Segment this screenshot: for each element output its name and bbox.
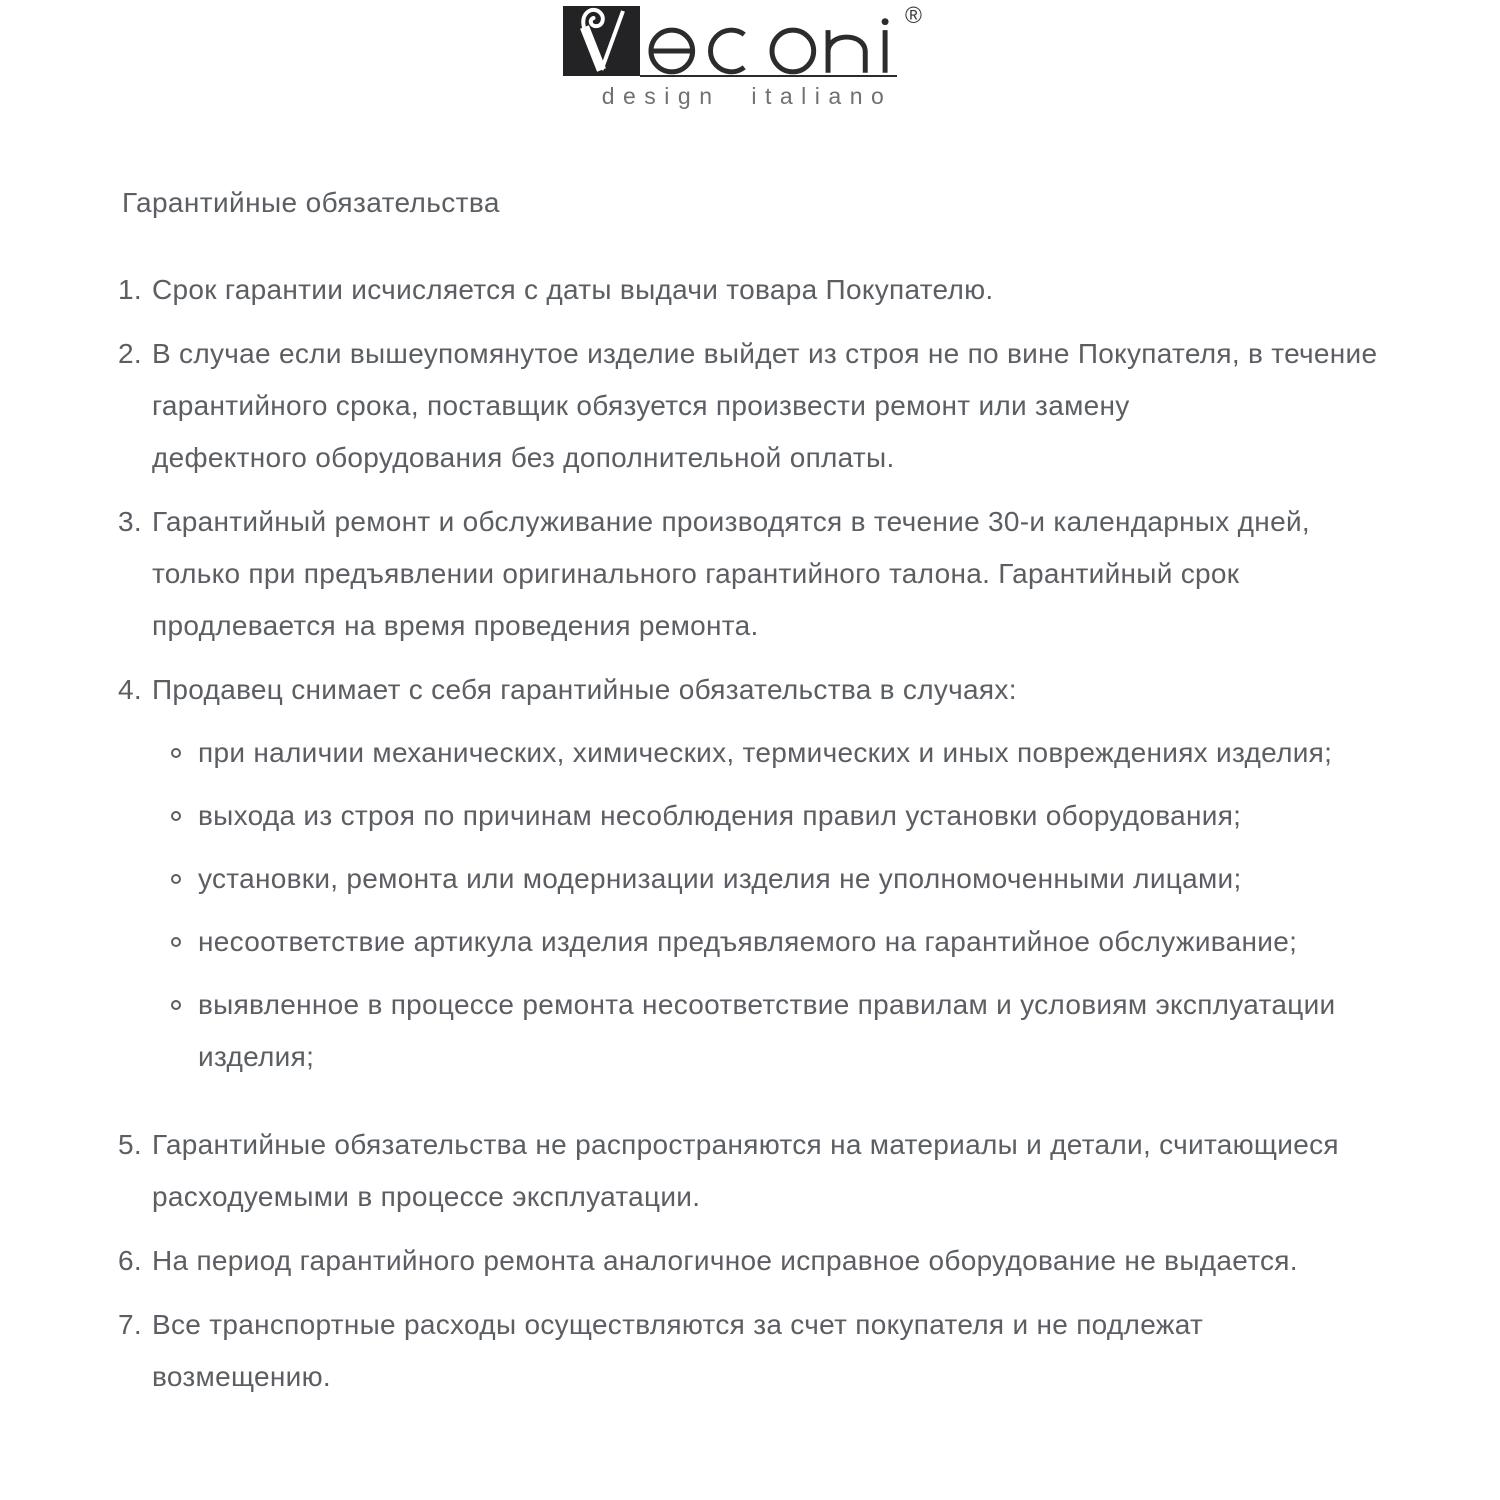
list-item-number: 1. xyxy=(118,274,142,305)
bullet-text: выявленное в процессе ремонта несоответствие правилам и условиям эксплуатации изделия; xyxy=(198,989,1336,1072)
circle-bullet-icon xyxy=(171,937,181,947)
bullet-item xyxy=(152,790,1335,842)
list-item-number: 3. xyxy=(118,506,142,537)
logo-tagline: design italiano xyxy=(601,83,893,109)
list-item-text: Срок гарантии исчисляется с даты выдачи товара Покупателю. xyxy=(152,274,994,305)
circle-bullet-icon xyxy=(171,1000,181,1010)
circle-bullet-icon xyxy=(171,874,181,884)
list-item xyxy=(118,1119,1377,1223)
list-item-number: 6. xyxy=(118,1245,142,1276)
list-item-number: 2. xyxy=(118,338,142,369)
logo-v-icon xyxy=(563,6,640,76)
logo-v-square xyxy=(563,6,640,76)
bullet-text: несоответствие артикула изделия предъявляемого на гарантийное обслуживание; xyxy=(198,926,1298,957)
bullet-item xyxy=(152,979,1335,1083)
bullet-text: выхода из строя по причинам несоблюдения правил установки оборудования; xyxy=(198,800,1242,831)
list-item xyxy=(118,328,1378,484)
list-item-number: 5. xyxy=(118,1129,142,1160)
circle-bullet-icon xyxy=(171,811,181,821)
list-item-text: Гарантийный ремонт и обслуживание производятся в течение 30-и календарных дней, только при предъявлении оригинального гарантийного талона. Гарантийный срок продлевается на время проведения ремонта. xyxy=(152,506,1310,641)
bullet-item xyxy=(152,916,1335,968)
logo-underline xyxy=(640,75,897,77)
list-item-number: 7. xyxy=(118,1309,142,1340)
registered-trademark-icon: ® xyxy=(905,2,922,28)
list-item-text: На период гарантийного ремонта аналогичное исправное оборудование не выдается. xyxy=(152,1245,1298,1276)
bullet-item xyxy=(152,727,1335,779)
list-item xyxy=(118,264,1377,316)
warranty-list xyxy=(118,264,1378,1403)
list-item-text: В случае если вышеупомянутое изделие выйдет из строя не по вине Покупателя, в течение гарантийного срока, поставщик обязуется произвести ремонт или замену дефектного оборудования без дополнительной оплаты. xyxy=(152,338,1378,473)
list-item-text: Продавец снимает с себя гарантийные обязательства в случаях: при наличии механических, химических, термических и иных повреждениях изделия; выхода из строя по причинам несоблюдения правил установки оборудования; установки, ремонта или модернизации изделия не уполномоченными лицами; несоответствие артикула изделия предъявляемого на гарантийное обслуживание; выявленное в процессе ремонта несоответствие правилам и условиям эксплуатации изделия; xyxy=(142,664,1335,1083)
veconi-logo xyxy=(561,2,933,116)
list-item-text: Все транспортные расходы осуществляются за счет покупателя и не подлежат возмещению. xyxy=(152,1309,1204,1392)
list-item xyxy=(118,496,1377,652)
warranty-content xyxy=(118,186,1378,1403)
page-title: Гарантийные обязательства xyxy=(122,187,500,218)
bullet-text: при наличии механических, химических, термических и иных повреждениях изделия; xyxy=(198,737,1333,768)
list-item xyxy=(118,1299,1377,1403)
logo-wordmark xyxy=(647,18,897,76)
list-item xyxy=(118,1235,1377,1287)
circle-bullet-icon xyxy=(171,748,181,758)
bullet-text: установки, ремонта или модернизации изделия не уполномоченными лицами; xyxy=(198,863,1242,894)
bullet-list xyxy=(152,727,1335,1083)
list-item-text: Гарантийные обязательства не распространяются на материалы и детали, считающиеся расходуемыми в процессе эксплуатации. xyxy=(152,1129,1339,1212)
bullet-item xyxy=(152,853,1335,905)
list-item-number: 4. xyxy=(118,674,142,705)
list-item xyxy=(118,664,1377,1083)
